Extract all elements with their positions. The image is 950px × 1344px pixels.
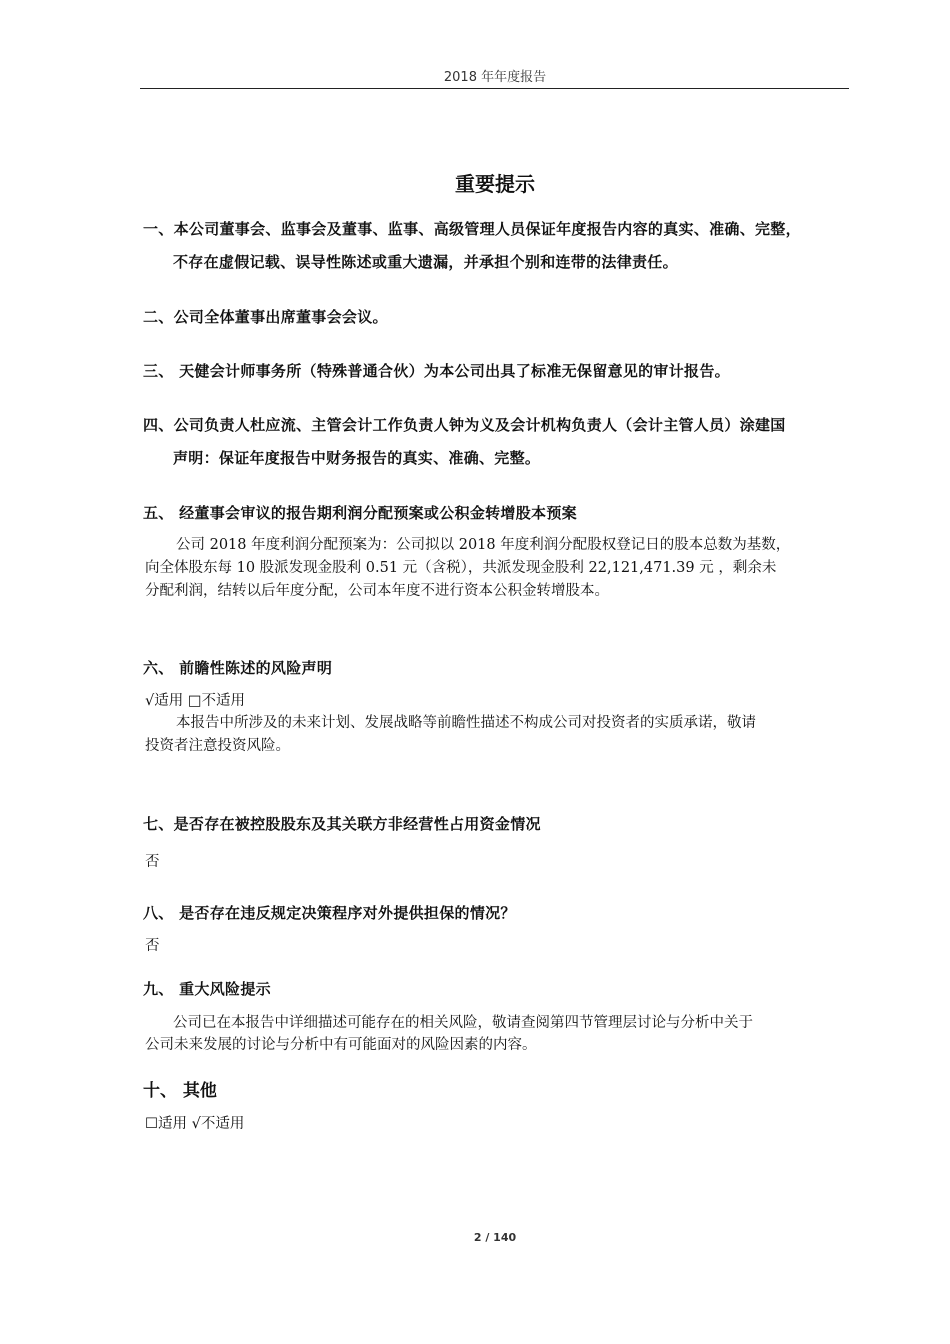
item-8-answer: 否 <box>145 938 160 954</box>
running-header: 2018 年年度报告 <box>443 70 547 85</box>
item-6-applicability: √适用 □不适用 <box>145 693 246 709</box>
item-2: 二、公司全体董事出席董事会会议。 <box>143 308 388 326</box>
item-4-line-2: 声明：保证年度报告中财务报告的真实、准确、完整。 <box>173 449 541 467</box>
item-9-para-line-1: 公司已在本报告中详细描述可能存在的相关风险，敬请查阅第四节管理层讨论与分析中关于 <box>173 1015 753 1031</box>
page-title: 重要提示 <box>455 172 535 196</box>
item-7-answer: 否 <box>145 854 160 870</box>
item-6-heading: 六、 前瞻性陈述的风险声明 <box>143 659 333 677</box>
item-6-para-line-1: 本报告中所涉及的未来计划、发展战略等前瞻性描述不构成公司对投资者的实质承诺，敬请 <box>176 715 756 731</box>
item-5-para-line-1: 公司 2018 年度利润分配预案为：公司拟以 2018 年度利润分配股权登记日的股本总数为基数， <box>176 537 791 553</box>
item-10-applicability: ☐适用 √不适用 <box>145 1116 245 1132</box>
item-5-para-line-2: 向全体股东每 10 股派发现金股利 0.51 元（含税），共派发现金股利 22,121,471.39 元 ，剩余未 <box>145 560 777 576</box>
item-8-heading: 八、 是否存在违反规定决策程序对外提供担保的情况？ <box>143 904 516 922</box>
item-1-line-1: 一、本公司董事会、监事会及董事、监事、高级管理人员保证年度报告内容的真实、准确、完整， <box>143 220 801 238</box>
item-7-heading: 七、是否存在被控股股东及其关联方非经营性占用资金情况 <box>143 815 541 833</box>
item-4-line-1: 四、公司负责人杜应流、主管会计工作负责人钟为义及会计机构负责人（会计主管人员）涂建国 <box>143 416 786 434</box>
item-5-heading: 五、 经董事会审议的报告期利润分配预案或公积金转增股本预案 <box>143 504 577 522</box>
item-6-para-line-2: 投资者注意投资风险。 <box>145 738 290 754</box>
header-divider <box>140 88 849 89</box>
item-1-line-2: 不存在虚假记载、误导性陈述或重大遗漏，并承担个别和连带的法律责任。 <box>173 253 678 271</box>
item-5-para-line-3: 分配利润，结转以后年度分配，公司本年度不进行资本公积金转增股本。 <box>145 583 609 599</box>
item-9-heading: 九、 重大风险提示 <box>143 980 271 998</box>
page-number: 2 / 140 <box>473 1231 517 1244</box>
item-10-heading: 十、 其他 <box>143 1081 217 1101</box>
item-3: 三、 天健会计师事务所（特殊普通合伙）为本公司出具了标准无保留意见的审计报告。 <box>143 362 730 380</box>
item-9-para-line-2: 公司未来发展的讨论与分析中有可能面对的风险因素的内容。 <box>145 1037 537 1053</box>
